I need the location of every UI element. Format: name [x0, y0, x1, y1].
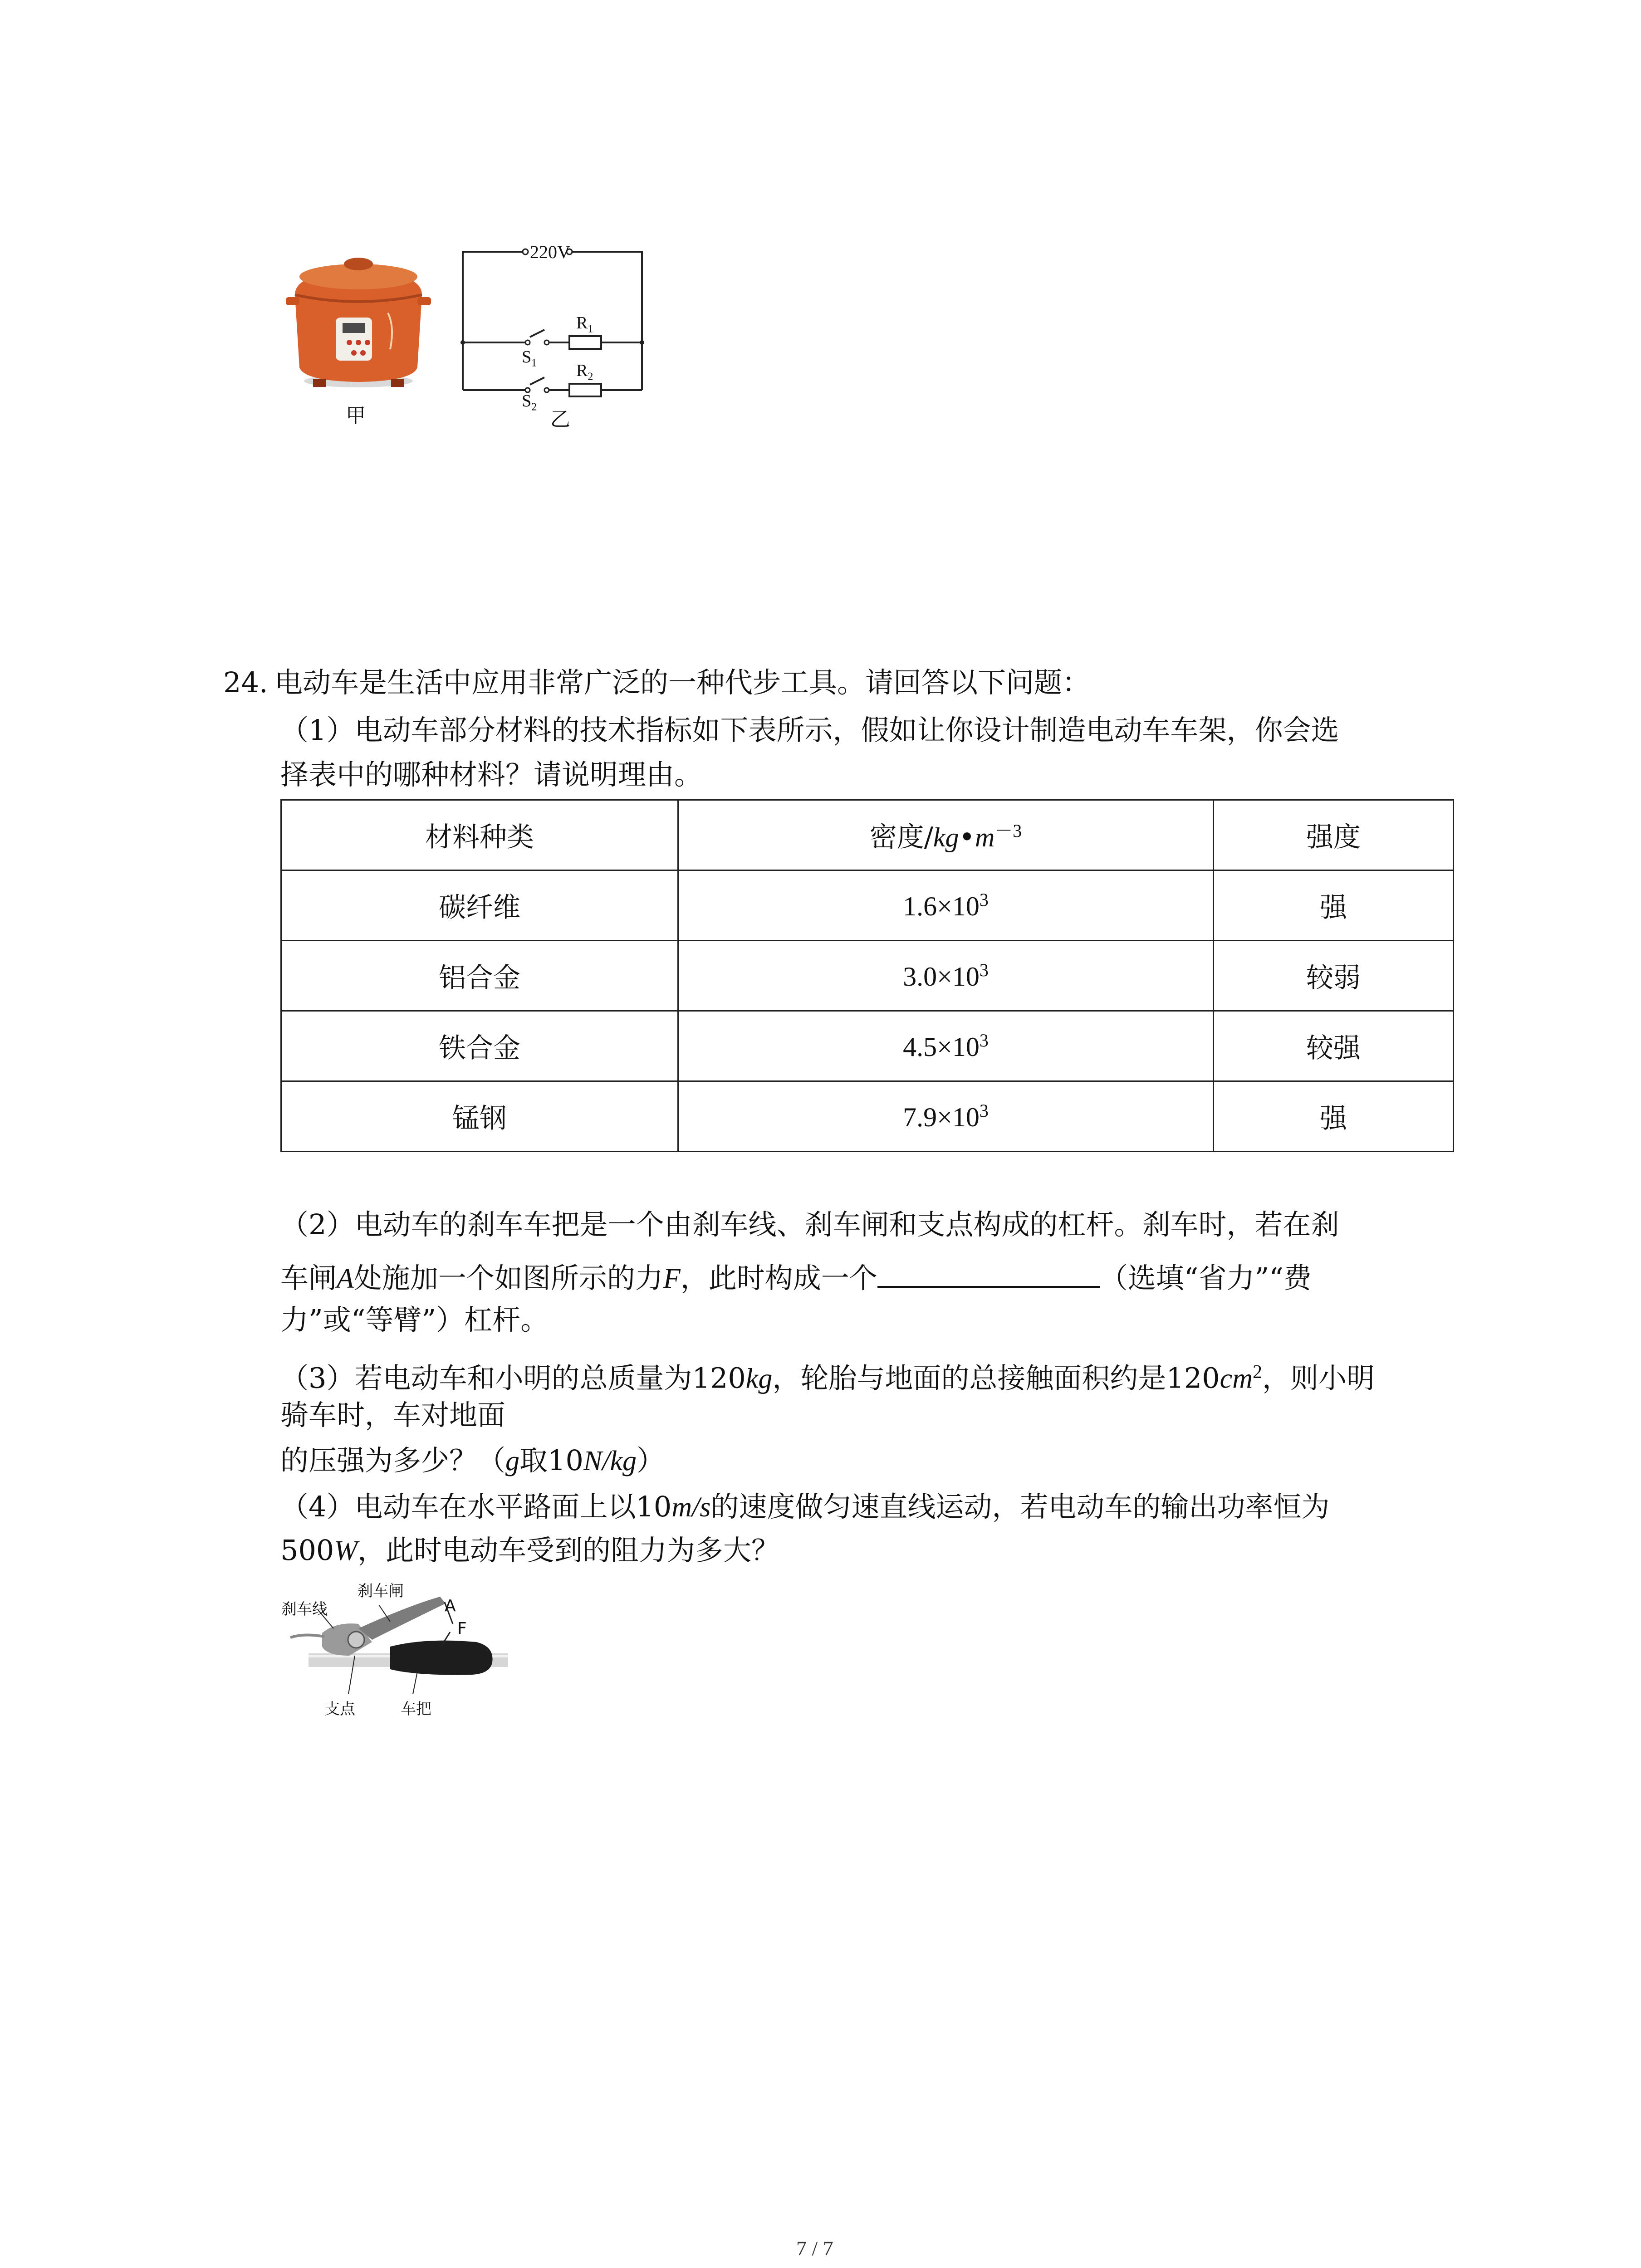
- part2-line3: 力”或“等臂”）杠杆。: [280, 1303, 549, 1336]
- circuit-diagram: [454, 236, 649, 413]
- cell-material: 铝合金: [281, 941, 678, 1011]
- cell-material: 铁合金: [281, 1011, 678, 1081]
- circuit-label: 乙: [550, 408, 570, 431]
- cell-density: $1.6\times 10^3$: [678, 870, 1214, 941]
- header-density: 密度$/kg•m^{-3}$: [678, 800, 1214, 870]
- cell-strength: 较弱: [1214, 941, 1454, 1011]
- switch-s2-blade: [530, 377, 544, 385]
- cell-strength: 强: [1214, 1081, 1454, 1152]
- brake-lever-label: 刹车闸: [358, 1582, 404, 1600]
- part4-line2: 500W，此时电动车受到的阻力为多大？: [280, 1534, 780, 1567]
- voltage-label: 220V: [530, 242, 570, 262]
- force-f-label: F: [457, 1619, 467, 1638]
- table-row: [281, 1011, 1454, 1081]
- cell-density: $4.5\times 10^3$: [678, 1011, 1214, 1081]
- cell-material: 锰钢: [281, 1081, 678, 1152]
- header-strength: 强度: [1214, 800, 1454, 870]
- slow-cooker-image: [277, 245, 440, 395]
- resistor-r2-label: $R_2$: [576, 361, 593, 383]
- part4-line1: （4）电动车在水平路面上以10m/s的速度做匀速直线运动，若电动车的输出功率恒为: [280, 1490, 1330, 1523]
- table-header-row: [281, 800, 1454, 870]
- page-number: 7 / 7: [796, 2237, 833, 2260]
- part2-line2: 车闸A处施加一个如图所示的力F，此时构成一个 （选填“省力”“费: [280, 1259, 1312, 1297]
- table-row: [281, 870, 1454, 941]
- switch-s1-label: $S_1$: [522, 347, 537, 369]
- brake-figure: [281, 1579, 508, 1724]
- materials-table: [280, 799, 1454, 1152]
- part3-line2: 骑车时，车对地面: [280, 1398, 506, 1432]
- cell-material: 碳纤维: [281, 870, 678, 941]
- part3-line3: 的压强为多少？（g取10N/kg）: [280, 1444, 665, 1477]
- cooker-figure: [277, 245, 440, 395]
- question-intro: 电动车是生活中应用非常广泛的一种代步工具。请回答以下问题：: [274, 666, 1091, 699]
- resistor-r1-label: $R_1$: [576, 313, 593, 335]
- brake-wire-label: 刹车线: [281, 1600, 328, 1618]
- cell-strength: 较强: [1214, 1011, 1454, 1081]
- table-row: [281, 941, 1454, 1011]
- part1-line1: （1）电动车部分材料的技术指标如下表所示，假如让你设计制造电动车车架，你会选: [280, 714, 1339, 747]
- handle-label: 车把: [401, 1700, 431, 1718]
- table-row: [281, 1081, 1454, 1152]
- cell-density: $3.0\times 10^3$: [678, 941, 1214, 1011]
- switch-s2-label: $S_2$: [522, 391, 537, 413]
- part3-line1: （3）若电动车和小明的总质量为120kg，轮胎与地面的总接触面积约是$120cm^2$，则小明: [280, 1361, 1375, 1395]
- cell-strength: 强: [1214, 870, 1454, 941]
- point-a-label: A: [445, 1597, 456, 1615]
- question-number: 24.: [223, 666, 268, 699]
- header-material: 材料种类: [281, 800, 678, 870]
- part2-line1: （2）电动车的刹车车把是一个由刹车线、刹车闸和支点构成的杠杆。刹车时，若在刹: [280, 1208, 1339, 1241]
- part1-line2: 择表中的哪种材料？请说明理由。: [280, 758, 703, 791]
- cooker-label: 甲: [346, 404, 366, 427]
- pivot-label: 支点: [324, 1700, 355, 1718]
- answer-blank[interactable]: [877, 1259, 1100, 1288]
- cell-density: $7.9\times 10^3$: [678, 1081, 1214, 1152]
